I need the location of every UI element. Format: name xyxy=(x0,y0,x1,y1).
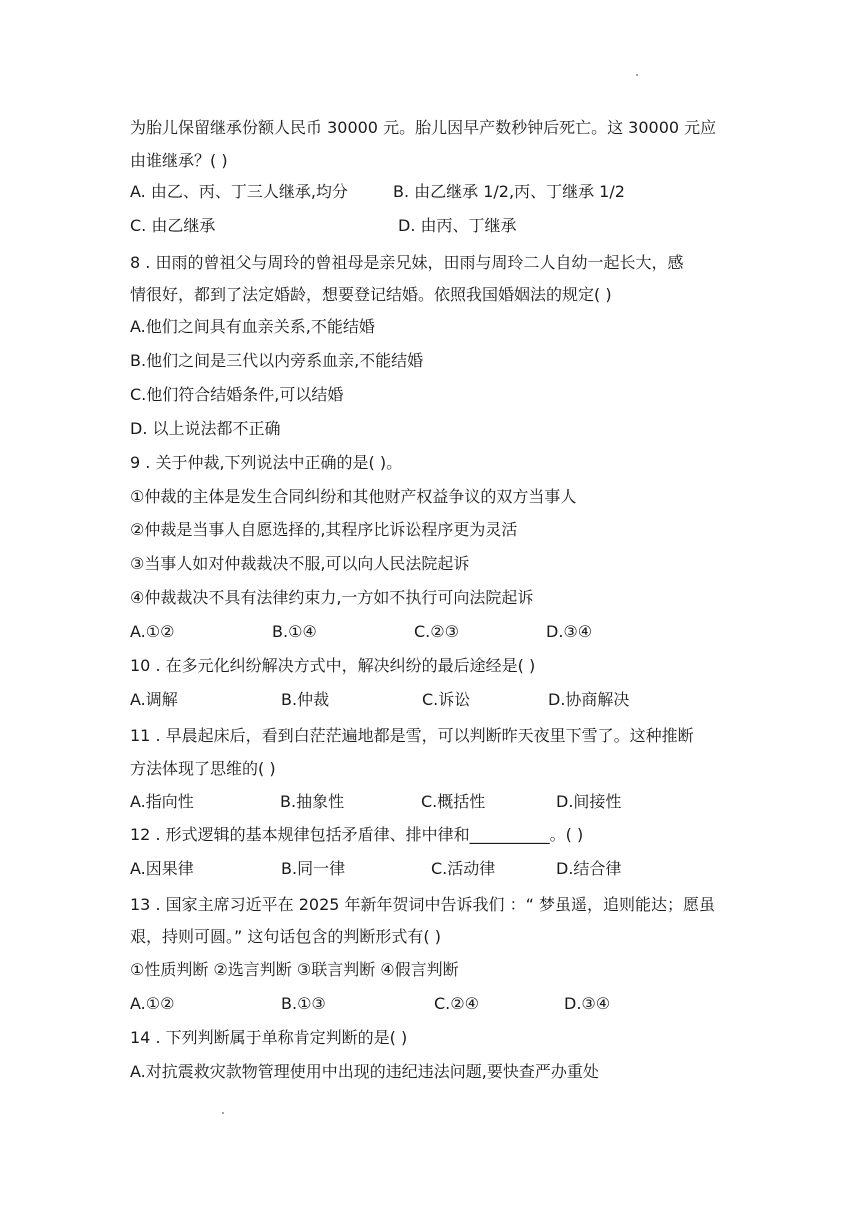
question-7-option-d: D. 由丙、丁继承 xyxy=(398,216,517,235)
question-9-option-d: D.③④ xyxy=(546,622,593,641)
question-13-option-c: C.②④ xyxy=(434,994,479,1013)
question-10-option-d: D.协商解决 xyxy=(548,690,630,709)
question-14-stem: 14 . 下列判断属于单称肯定判断的是( ) xyxy=(130,1028,408,1047)
scan-speck xyxy=(636,74,638,76)
question-8-option-a: A.他们之间具有血亲关系,不能结婚 xyxy=(130,317,375,336)
question-13-stem-line-2: 艰，持则可圆。” 这句话包含的判断形式有( ) xyxy=(130,927,441,946)
question-8-option-c: C.他们符合结婚条件,可以结婚 xyxy=(130,385,344,404)
question-7-option-b: B. 由乙继承 1/2,丙、丁继承 1/2 xyxy=(393,182,625,201)
question-8-stem-line-1: 8 . 田雨的曾祖父与周玲的曾祖母是亲兄妹，田雨与周玲二人自幼一起长大，感 xyxy=(130,253,684,272)
question-7-stem-line-1: 为胎儿保留继承份额人民币 30000 元。胎儿因早产数秒钟后死亡。这 30000 元应 xyxy=(130,118,717,137)
question-13-statements: ①性质判断 ②选言判断 ③联言判断 ④假言判断 xyxy=(130,960,459,979)
question-11-option-b: B.抽象性 xyxy=(280,792,345,811)
question-12-option-c: C.活动律 xyxy=(431,859,496,878)
question-9-statement-4: ④仲裁裁决不具有法律约束力,一方如不执行可向法院起诉 xyxy=(130,588,534,607)
question-11-stem-line-2: 方法体现了思维的( ) xyxy=(130,759,276,778)
question-7-option-c: C. 由乙继承 xyxy=(130,216,216,235)
question-9-statement-2: ②仲裁是当事人自愿选择的,其程序比诉讼程序更为灵活 xyxy=(130,520,518,539)
scan-speck xyxy=(222,1112,224,1114)
question-10-stem: 10 . 在多元化纠纷解决方式中，解决纠纷的最后途经是( ) xyxy=(130,656,536,675)
question-12-option-a: A.因果律 xyxy=(130,859,194,878)
question-13-option-b: B.①③ xyxy=(281,994,326,1013)
question-9-statement-1: ①仲裁的主体是发生合同纠纷和其他财产权益争议的双方当事人 xyxy=(130,487,577,506)
question-7-stem-line-2: 由谁继承？( ) xyxy=(130,151,228,170)
question-13-stem-line-1: 13 . 国家主席习近平在 2025 年新年贺词中告诉我们 ：“ 梦虽遥，追则能达；愿虽 xyxy=(130,895,715,914)
question-12-option-b: B.同一律 xyxy=(281,859,346,878)
question-12-option-d: D.结合律 xyxy=(556,859,622,878)
question-12-stem: 12 . 形式逻辑的基本规律包括矛盾律、排中律和__________。( ) xyxy=(130,825,584,844)
question-10-option-b: B.仲裁 xyxy=(281,690,330,709)
question-9-stem: 9 . 关于仲裁,下列说法中正确的是( )。 xyxy=(130,453,403,472)
question-11-stem-line-1: 11 . 早晨起床后，看到白茫茫遍地都是雪，可以判断昨天夜里下雪了。这种推断 xyxy=(130,726,694,745)
question-13-option-a: A.①② xyxy=(130,994,175,1013)
question-9-statement-3: ③当事人如对仲裁裁决不服,可以向人民法院起诉 xyxy=(130,554,470,573)
question-8-option-d: D. 以上说法都不正确 xyxy=(130,419,281,438)
question-11-option-d: D.间接性 xyxy=(556,792,622,811)
question-8-option-b: B.他们之间是三代以内旁系血亲,不能结婚 xyxy=(130,351,424,370)
question-9-option-c: C.②③ xyxy=(414,622,459,641)
question-11-option-a: A.指向性 xyxy=(130,792,194,811)
question-10-option-c: C.诉讼 xyxy=(422,690,471,709)
question-7-option-a: A. 由乙、丙、丁三人继承,均分 xyxy=(130,182,348,201)
question-14-option-a: A.对抗震救灾款物管理使用中出现的违纪违法问题,要快查严办重处 xyxy=(130,1062,599,1081)
question-10-option-a: A.调解 xyxy=(130,690,178,709)
question-11-option-c: C.概括性 xyxy=(421,792,486,811)
question-9-option-a: A.①② xyxy=(130,622,175,641)
question-9-option-b: B.①④ xyxy=(272,622,317,641)
question-8-stem-line-2: 情很好，都到了法定婚龄，想要登记结婚。依照我国婚姻法的规定( ) xyxy=(130,285,612,304)
question-13-option-d: D.③④ xyxy=(564,994,611,1013)
